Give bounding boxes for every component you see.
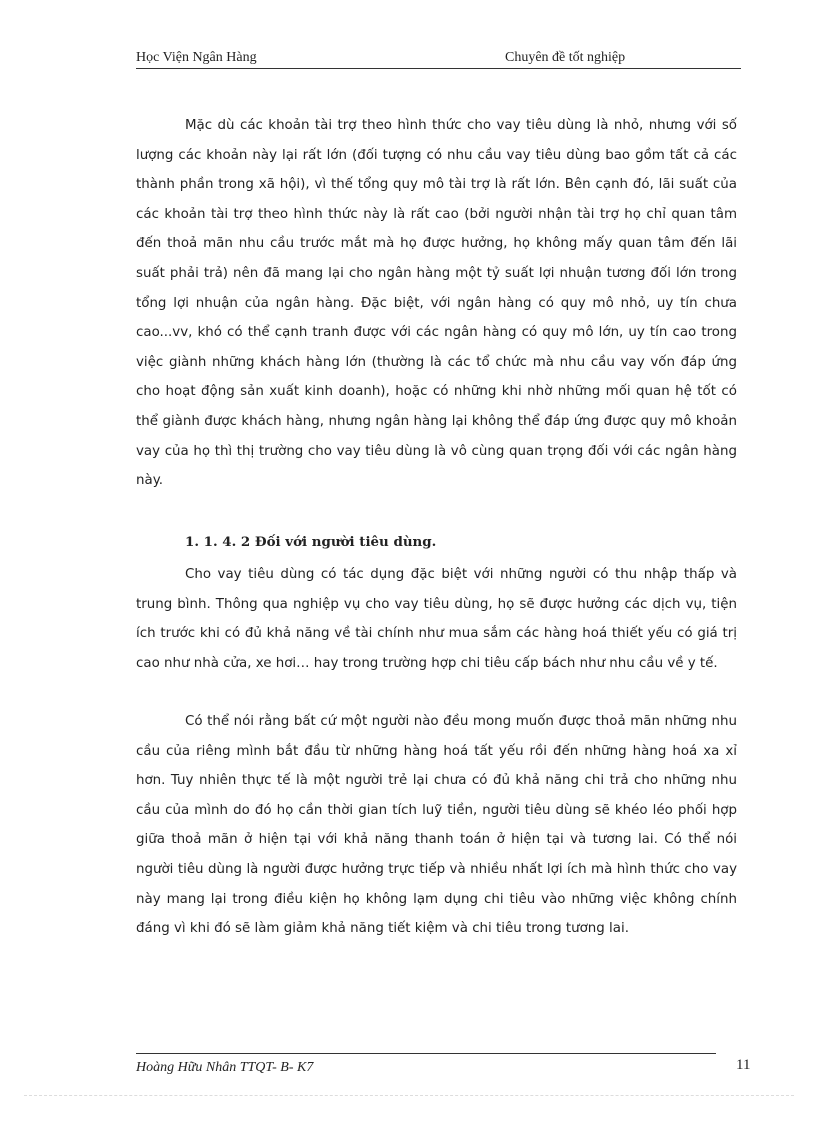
body-paragraph-2: Cho vay tiêu dùng có tác dụng đặc biệt với những người có thu nhập thấp và trung bình. Thông qua nghiệp vụ cho vay tiêu dùng, họ sẽ được hưởng các dịch vụ, tiện ích trước khi có đủ khả năng về tài chính như mua sắm các hàng hoá thiết yếu có giá trị cao như nhà cửa, xe hơi… hay trong trường hợp chi tiêu cấp bách như nhu cầu về y tế.	[136, 567, 737, 671]
header-document-type: Chuyên đề tốt nghiệp	[505, 50, 626, 65]
header-institution: Học Viện Ngân Hàng	[136, 50, 257, 65]
footer-author: Hoàng Hữu Nhân TTQT- B- K7	[136, 1060, 314, 1075]
page-bottom-edge	[24, 1095, 794, 1096]
section-heading: 1. 1. 4. 2 Đối với người tiêu dùng.	[185, 534, 437, 550]
page-number: 11	[736, 1057, 751, 1073]
header-divider	[136, 68, 741, 69]
body-paragraph-1: Mặc dù các khoản tài trợ theo hình thức cho vay tiêu dùng là nhỏ, nhưng với số lượng các khoản này lại rất lớn (đối tượng có nhu cầu vay tiêu dùng bao gồm tất cả các thành phần trong xã hội), vì thế tổng quy mô tài trợ là rất lớn. Bên cạnh đó, lãi suất của các khoản tài trợ theo hình thức này là rất cao (bởi người nhận tài trợ họ chỉ quan tâm đến thoả mãn nhu cầu trước mắt mà họ được hưởng, họ không mấy quan tâm đến lãi suất phải trả) nên đã mang lại cho ngân hàng một tỷ suất lợi nhuận tương đối lớn trong tổng lợi nhuận của ngân hàng. Đặc biệt, với ngân hàng có quy mô nhỏ, uy tín chưa cao...vv, khó có thể cạnh tranh được với các ngân hàng có quy mô lớn, uy tín cao trong việc giành những khách hàng lớn (thường là các tổ chức mà nhu cầu vay vốn đáp ứng cho hoạt động sản xuất kinh doanh), hoặc có những khi nhờ những mối quan hệ tốt có thể giành được khách hàng, nhưng ngân hàng lại không thể đáp ứng được quy mô khoản vay của họ thì thị trường cho vay tiêu dùng là vô cùng quan trọng đối với các ngân hàng này.	[136, 118, 737, 489]
body-paragraph-3: Có thể nói rằng bất cứ một người nào đều mong muốn được thoả mãn những nhu cầu của riêng mình bắt đầu từ những hàng hoá tất yếu rồi đến những hàng hoá xa xỉ hơn. Tuy nhiên thực tế là một người trẻ lại chưa có đủ khả năng chi trả cho những nhu cầu của mình do đó họ cần thời gian tích luỹ tiền, người tiêu dùng sẽ khéo léo phối hợp giữa thoả mãn ở hiện tại với khả năng thanh toán ở hiện tại và tương lai. Có thể nói người tiêu dùng là người được hưởng trực tiếp và nhiều nhất lợi ích mà hình thức cho vay này mang lại trong điều kiện họ không lạm dụng chi tiêu vào những việc không chính đáng vì khi đó sẽ làm giảm khả năng tiết kiệm và chi tiêu trong tương lai.	[136, 714, 737, 937]
footer-divider	[136, 1053, 716, 1054]
